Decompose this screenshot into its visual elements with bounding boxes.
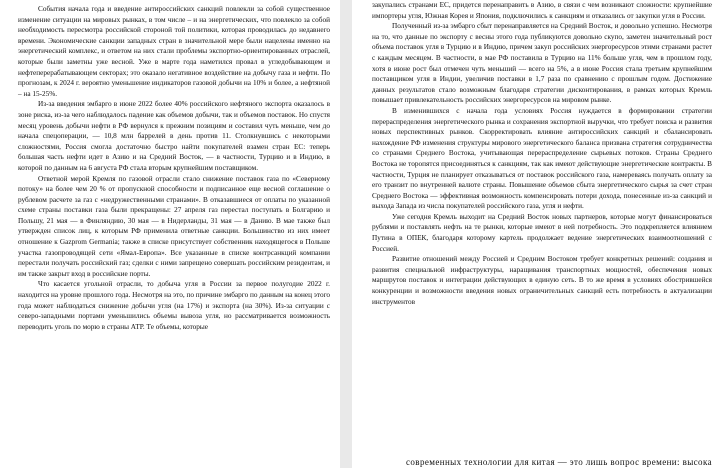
right-paragraph-5: Развитие отношений между Россией и Средним Востоком требует конкретных решений: создания и развития специальной инфраструктуры, наращивания транспортных мощностей, обеспечения новых маршрутов поставок и интеграции действующих в единую сеть. В то же время в условиях обострившейся конкуренции и возможности введения новых ограничительных санкций есть потребность в актуализации инструментов <box>372 255 712 306</box>
right-paragraph-3: В изменившихся с начала года условиях Россия нуждается в формировании стратегии перераспределения энергетического рынка и сохранения экспортной выручки, что требует поиска и развития новых перспективных рынков. Скорректировать влияние антироссийских санкций и сбалансировать нахождение РФ изменения структуры мирового энергетического баланса призвана стратегия сотрудничества со странами Среднего Востока, учитывающая перераспределение сырьевых потоков. Страны Среднего Востока не торопятся присоединяться к санкциям, так как имеют действующие энергетические контракты. В частности, Турция не планирует отказываться от поставок российского газа, намереваясь получать оплату за его транзит по внутренней валюте страны. Повышение объемов сбыта энергетического сырья за счет стран Среднего Востока — эффективная возможность компенсировать потери дохода, понесенные из-за санкций и выхода Запада из числа покупателей российского газа, угля и нефти. <box>372 106 712 211</box>
bottom-text-fragment: современных технологии для китая — это лишь вопрос времени: высока <box>406 457 712 467</box>
right-page <box>352 0 720 468</box>
left-paragraph-4: Что касается угольной отрасли, то добыча угля в России за первое полугодие 2022 г. находится на уровне прошлого года. Несмотря на это, по причине эмбарго по данным на конец этого года может наблюдаться снижение добычи угля (на 17%) и экспорта (на 30%). Из-за ситуации с северо-западными портами уменьшились объемы вывоза угля, но рассматривается возможность переводить уголь по морю в страны АТР. Те объемы, которые <box>18 280 330 331</box>
right-paragraph-2: Полученный из-за эмбарго сбыт перенаправляется на Средний Восток, и довольно успешно. Несмотря на то, что данные по экспорту с весны этого года публикуются довольно скупо, заметен значительный рост объема поставок угля в Турцию и в Индию, причем закуп российских энергоресурсов этими странами растет с каждым месяцем. В частности, в мае РФ поставила в Турцию на 11% больше угля, чем в прошлом году, хотя в июне рост был отмечен чуть меньший — всего на 5%, а в июне Россия стала третьим крупнейшим поставщиком угля в Индии, увеличив поставки в 1,7 раза по сравнению с прошлым годом. Достижение данных результатов стало возможным благодаря стратегии дисконтирования, в рамках которых Кремль повышает привлекательность российских энергоресурсов на мировом рынке. <box>372 22 712 105</box>
left-paragraph-1: События начала года и введение антироссийских санкций повлекли за собой существенное изменение ситуации на мировых рынках, в том числе – и на энергетических, что повлекло за собой необходимость пересмотра российской стороной той политики, которая проводилась до недавнего времени. Экономические санкции западных стран в значительной мере были нацелены именно на энергетический комплекс, и ответом на них стали проблемы экспортно-ориентированных отраслей, которые были заметны уже весной. Уже в марте года наметился провал в угледобывающем и нефтеперерабатывающем секторах; это оказало негативное воздействие на добычу газа и нефти. По прогнозам, к 2024 г. вероятно уменьшение индикаторов газовой добычи на 10% и более, а нефтяной – на 15-25%. <box>18 5 330 98</box>
left-paragraph-3: Ответной мерой Кремля по газовой отрасли стало снижение поставок газа по «Северному потоку» на более чем 20 % от пропускной способности и подписанное еще весной соглашение о рублевом расчете за газ с «недружественными странами». В отказавшиеся от оплаты по указанной схеме страны поставки газа были прекращены: 27 апреля газ перестал поступать в Болгарию и Польшу, 21 мая — в Финляндию, 30 мая — в Нидерланды, 31 мая — в Данию. В мае также был утвержден список лиц, к которым РФ применила ответные санкции. Большинство из них имеет отношение к Gazprom Germania; также в списке присутствует собственник находящегося в Польше участка газопроводящей сети «Ямал-Европа». Все указанные в списке контрсанкций компании перестали получать российский газ; сделки с ними запрещено совершать российским резидентам, и им также закрыт вход в российские порты. <box>18 174 330 278</box>
right-paragraph-4: Уже сегодня Кремль выходит на Средний Восток новых партнеров, которые могут финансироваться рублями и поставлять нефть на те рынки, которые имеют в ней потребность. Это подкрепляется влиянием Путина в ОПЕК, благодаря которому картель продолжает ведение энергетических взаимоотношений с Россией. <box>372 212 712 253</box>
right-paragraph-1: закупались странами ЕС, придется перенаправить в Азию, в связи с чем возникают сложности: крупнейшие импортеры угля, Южная Корея и Япония, подключились к санкциям и отказались от закупки угля в России. <box>372 1 712 20</box>
left-paragraph-2: Из-за введения эмбарго в июне 2022 более 40% российского нефтяного экспорта оказалось в зоне риска, из-за чего наблюдалось падение как объемов добычи, так и объемов поставок. Но спустя месяц уровень добычи нефти в РФ вернулся к прежним позициям и составил чуть меньше, чем до начала спецоперации, — 10,8 млн баррелей в день против 11. Столкнувшись с некоторыми сложностями, Россия смогла достаточно быстро найти покупателей взамен стран ЕС: теперь большая часть нефти идет в Азию и на Средний Восток, — в частности, Турцию и в Индию, в которой по данным на 6 августа РФ стала вторым крупнейшим поставщиком. <box>18 100 330 172</box>
left-page <box>0 0 340 468</box>
